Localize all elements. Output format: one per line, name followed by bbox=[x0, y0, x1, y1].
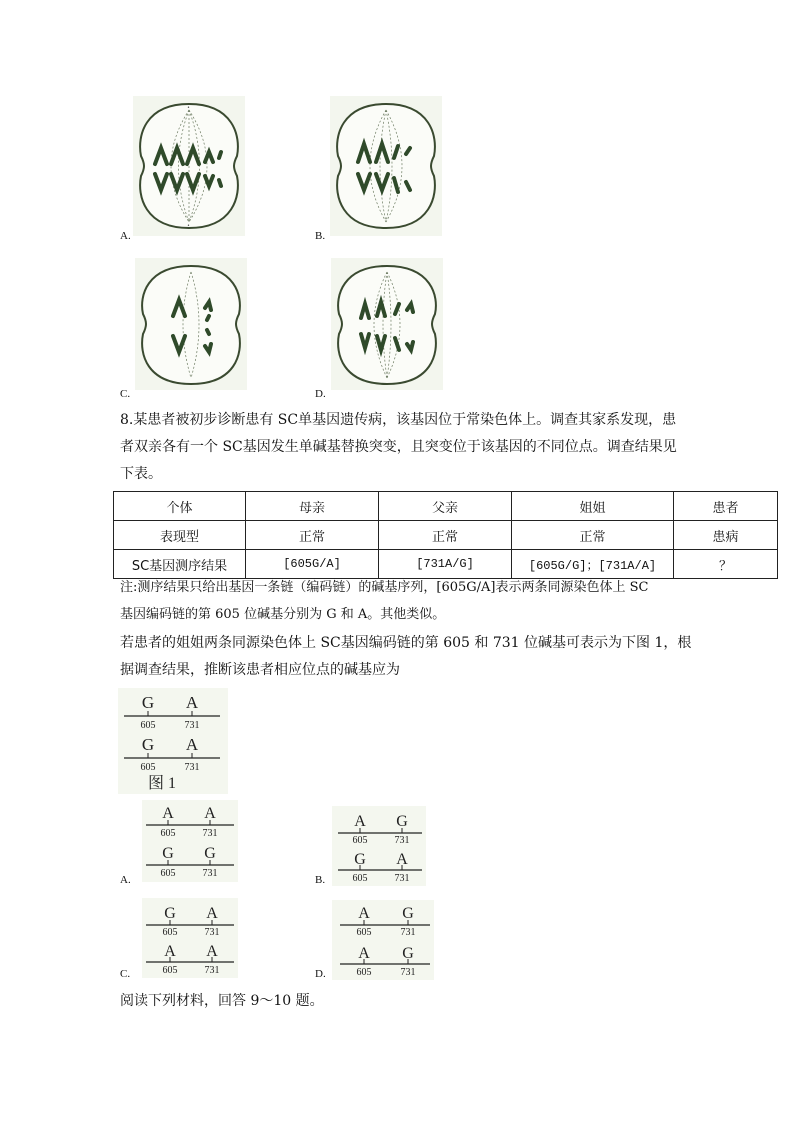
table-header-cell: 患者 bbox=[674, 492, 778, 521]
seq-position: 605 bbox=[160, 828, 176, 839]
table-header-cell: 姐姐 bbox=[512, 492, 674, 521]
table-header-cell: 母亲 bbox=[246, 492, 379, 521]
seq-base: A bbox=[206, 943, 218, 960]
figure1-caption: 图 1 bbox=[147, 775, 177, 792]
note-line2: 基因编码链的第 605 位碱基分别为 G 和 A。其他类似。 bbox=[120, 607, 446, 622]
cell-option-d-label: D. bbox=[315, 388, 326, 400]
seq-position: 605 bbox=[352, 835, 368, 846]
figure1-position: 605 bbox=[140, 762, 156, 773]
question8-line1: 8.某患者被初步诊断患有 SC单基因遗传病，该基因位于常染色体上。调查其家系发现，患 bbox=[120, 412, 677, 428]
table-header-cell: 个体 bbox=[114, 492, 246, 521]
seq-position: 605 bbox=[160, 868, 176, 879]
table-cell: SC基因测序结果 bbox=[114, 550, 246, 579]
table-cell: 患病 bbox=[674, 521, 778, 550]
seq-base: G bbox=[402, 945, 414, 962]
cell-option-b-label: B. bbox=[315, 230, 326, 242]
footer-instruction: 阅读下列材料，回答 9～10 题。 bbox=[120, 993, 324, 1009]
seq-option-c bbox=[142, 898, 238, 978]
cell-diagram-b bbox=[330, 96, 442, 236]
seq-base: A bbox=[206, 905, 218, 922]
cell-diagram-a bbox=[133, 96, 245, 236]
seq-base: G bbox=[354, 851, 366, 868]
seq-base: A bbox=[358, 945, 370, 962]
seq-base: A bbox=[204, 805, 216, 822]
seq-position: 605 bbox=[352, 873, 368, 884]
table-cell: 正常 bbox=[379, 521, 512, 550]
seq-base: A bbox=[164, 943, 176, 960]
question8-line2: 者双亲各有一个 SC基因发生单碱基替换突变，且突变位于该基因的不同位点。调查结果见 bbox=[120, 439, 677, 455]
figure1-position: 605 bbox=[140, 720, 156, 731]
table-cell: 正常 bbox=[246, 521, 379, 550]
table-header-row bbox=[114, 492, 778, 521]
cell-diagram-d bbox=[331, 258, 443, 390]
seq-position: 605 bbox=[162, 927, 178, 938]
figure1-position: 731 bbox=[184, 720, 200, 731]
table-cell: [731A/G] bbox=[379, 550, 512, 579]
seq-position: 731 bbox=[394, 835, 410, 846]
figure1-base: A bbox=[185, 693, 199, 712]
cell-option-c-label: C. bbox=[120, 388, 131, 400]
table-row bbox=[114, 521, 778, 550]
seq-base: G bbox=[162, 845, 174, 862]
svg-text:•: • bbox=[187, 105, 190, 111]
table-cell: ？ bbox=[674, 550, 778, 579]
seq-base: G bbox=[396, 813, 408, 830]
prompt-line1: 若患者的姐姐两条同源染色体上 SC基因编码链的第 605 和 731 位碱基可表示为下图 1，根 bbox=[120, 635, 692, 651]
seq-option-b bbox=[332, 806, 426, 886]
seq-position: 605 bbox=[356, 967, 372, 978]
seq-base: A bbox=[396, 851, 408, 868]
cell-option-a-label: A. bbox=[120, 230, 131, 242]
table-cell: 表现型 bbox=[114, 521, 246, 550]
table-cell: [605G/G]；[731A/A] bbox=[512, 550, 674, 579]
seq-base: A bbox=[358, 905, 370, 922]
seq-base: G bbox=[402, 905, 414, 922]
prompt-line2: 据调查结果，推断该患者相应位点的碱基应为 bbox=[120, 662, 400, 678]
cell-diagram-c bbox=[135, 258, 247, 390]
svg-text:•: • bbox=[187, 223, 190, 229]
note-line1: 注:测序结果只给出基因一条链（编码链）的碱基序列，[605G/A]表示两条同源染色体上 SC bbox=[120, 580, 649, 595]
results-table bbox=[113, 491, 778, 579]
table-cell: [605G/A] bbox=[246, 550, 379, 579]
seq-option-d-label: D. bbox=[315, 968, 326, 980]
seq-option-c-label: C. bbox=[120, 968, 131, 980]
table-cell: 正常 bbox=[512, 521, 674, 550]
figure1-base: G bbox=[141, 693, 155, 712]
seq-position: 731 bbox=[394, 873, 410, 884]
seq-position: 605 bbox=[162, 965, 178, 976]
seq-base: G bbox=[164, 905, 176, 922]
seq-option-a bbox=[142, 800, 238, 882]
question8-line3: 下表。 bbox=[120, 466, 162, 482]
seq-base: A bbox=[162, 805, 174, 822]
figure1 bbox=[118, 688, 228, 794]
seq-position: 731 bbox=[400, 927, 416, 938]
seq-base: G bbox=[204, 845, 216, 862]
table-header-cell: 父亲 bbox=[379, 492, 512, 521]
seq-option-a-label: A. bbox=[120, 874, 131, 886]
seq-position: 731 bbox=[400, 967, 416, 978]
figure1-base: G bbox=[141, 735, 155, 754]
seq-option-b-label: B. bbox=[315, 874, 326, 886]
seq-base: A bbox=[354, 813, 366, 830]
seq-position: 731 bbox=[204, 965, 220, 976]
figure1-position: 731 bbox=[184, 762, 200, 773]
figure1-base: A bbox=[185, 735, 199, 754]
seq-option-d bbox=[332, 900, 434, 980]
seq-position: 731 bbox=[202, 868, 218, 879]
seq-position: 605 bbox=[356, 927, 372, 938]
seq-position: 731 bbox=[202, 828, 218, 839]
seq-position: 731 bbox=[204, 927, 220, 938]
